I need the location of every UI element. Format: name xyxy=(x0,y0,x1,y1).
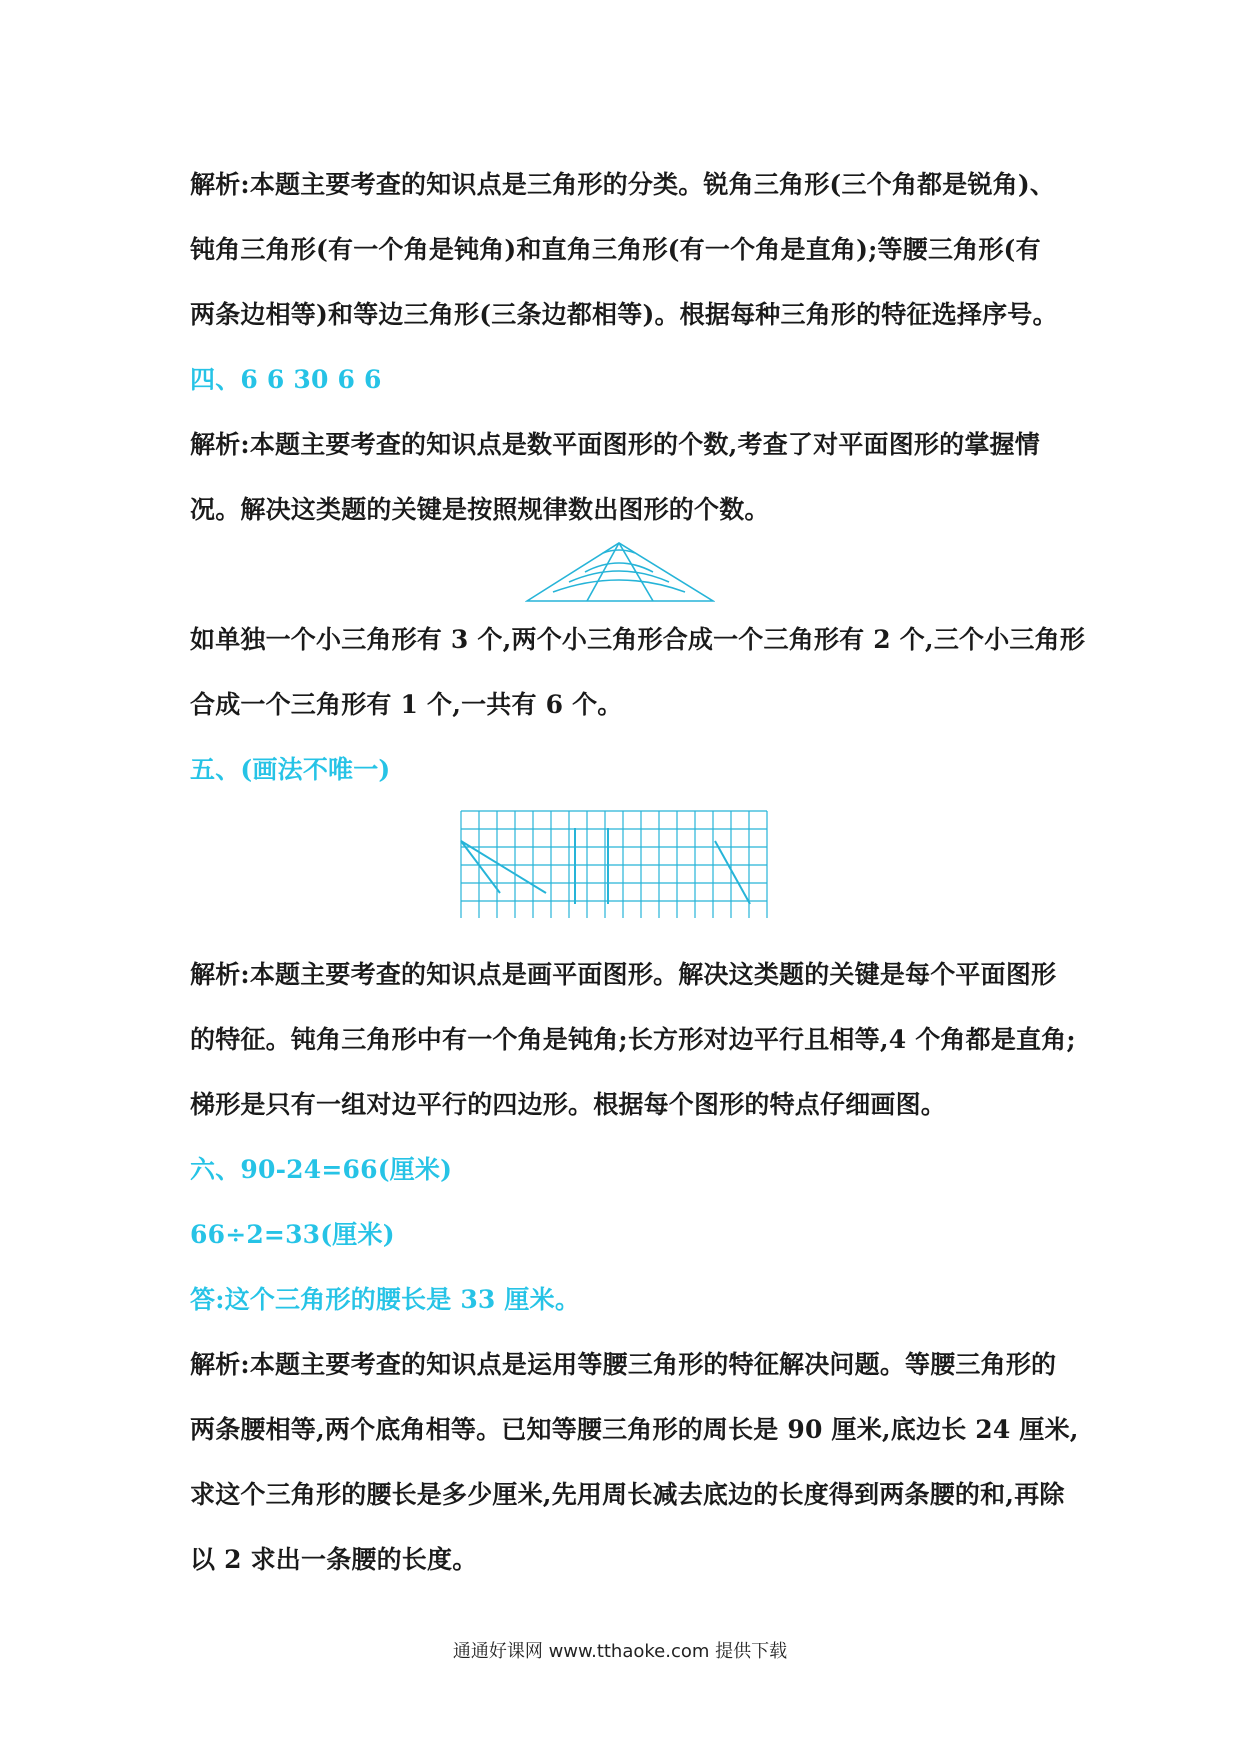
analysis-4-line-2: 况。解决这类题的关键是按照规律数出图形的个数。 xyxy=(190,495,770,524)
answer-5: 五、(画法不唯一) xyxy=(190,755,391,784)
analysis-3-line-2: 钝角三角形(有一个角是钝角)和直角三角形(有一个角是直角);等腰三角形(有 xyxy=(190,235,1041,264)
answer-6-step-2: 66÷2=33(厘米) xyxy=(190,1220,395,1249)
analysis-6-line-1: 解析:本题主要考查的知识点是运用等腰三角形的特征解决问题。等腰三角形的 xyxy=(190,1350,1057,1379)
analysis-4-line-3: 如单独一个小三角形有 3 个,两个小三角形合成一个三角形有 2 个,三个小三角形 xyxy=(190,625,1086,654)
analysis-3-line-3: 两条边相等)和等边三角形(三条边都相等)。根据每种三角形的特征选择序号。 xyxy=(190,300,1058,329)
footer-source: 通通好课网 www.tthaoke.com 提供下载 xyxy=(452,1641,788,1662)
answer-6-step-1: 六、90-24=66(厘米) xyxy=(190,1155,453,1184)
answer-4: 四、6 6 30 6 6 xyxy=(190,365,382,394)
analysis-4-line-1: 解析:本题主要考查的知识点是数平面图形的个数,考查了对平面图形的掌握情 xyxy=(190,430,1040,459)
analysis-6-line-3: 求这个三角形的腰长是多少厘米,先用周长减去底边的长度得到两条腰的和,再除 xyxy=(190,1480,1065,1509)
analysis-5-line-2: 的特征。钝角三角形中有一个角是钝角;长方形对边平行且相等,4 个角都是直角; xyxy=(190,1025,1076,1054)
answer-6-conclusion: 答:这个三角形的腰长是 33 厘米。 xyxy=(190,1285,581,1314)
analysis-4-line-4: 合成一个三角形有 1 个,一共有 6 个。 xyxy=(190,690,623,719)
grid-drawing-figure xyxy=(460,810,780,918)
triangle-figure xyxy=(525,540,715,604)
analysis-6-line-2: 两条腰相等,两个底角相等。已知等腰三角形的周长是 90 厘米,底边长 24 厘米, xyxy=(190,1415,1079,1444)
analysis-5-line-3: 梯形是只有一组对边平行的四边形。根据每个图形的特点仔细画图。 xyxy=(190,1090,947,1119)
analysis-6-line-4: 以 2 求出一条腰的长度。 xyxy=(190,1545,478,1574)
analysis-5-line-1: 解析:本题主要考查的知识点是画平面图形。解决这类题的关键是每个平面图形 xyxy=(190,960,1057,989)
analysis-3-line-1: 解析:本题主要考查的知识点是三角形的分类。锐角三角形(三个角都是锐角)、 xyxy=(190,170,1056,199)
